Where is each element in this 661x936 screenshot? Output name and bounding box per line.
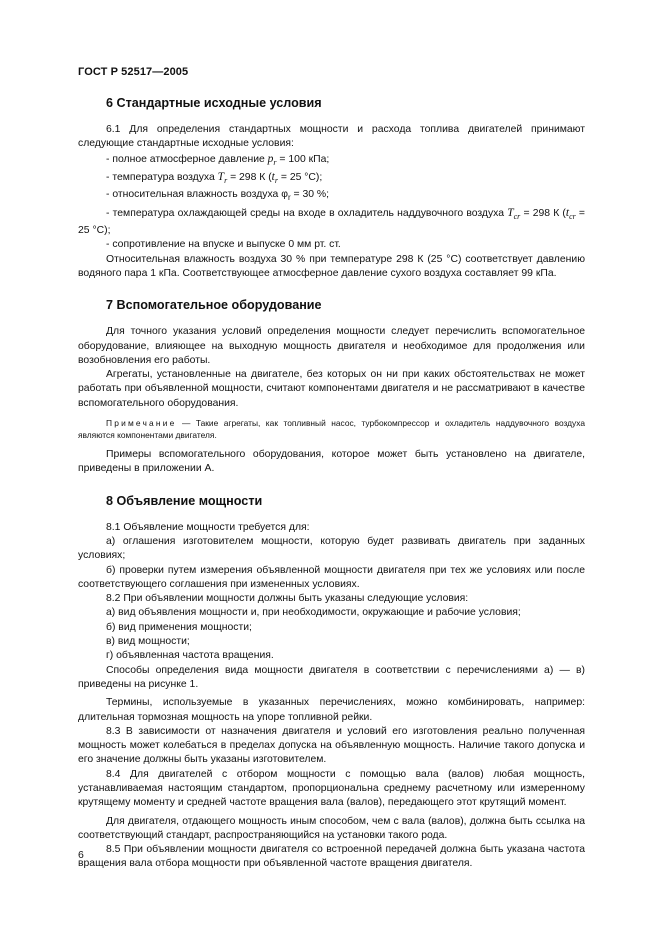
subscript-r: r: [273, 157, 277, 167]
note-text: — Такие агрегаты, как топливный насос, турбокомпрессор и охладитель наддувочного воздуха являются компонентами двигателя.: [78, 418, 585, 441]
section-6: [78, 95, 585, 281]
paragraph-8-4-b: Для двигателя, отдающего мощность иным способом, чем с вала (валов), должна быть ссылка на соответствующий стандарт, распространяющийся на установки такого рода.: [78, 815, 585, 841]
symbol-T: T: [507, 206, 514, 219]
paragraph-8-3: 8.3 В зависимости от назначения двигателя и условий его изготовления реально полученная мощность может колебаться в пределах допуска на объявленную мощность. Наличие такого допуска и его значение должны быть указаны изготовителем.: [78, 725, 585, 766]
paragraph-8-2: 8.2 При объявлении мощности должны быть указаны следующие условия:: [106, 593, 469, 605]
list-item-pressure-text: - полное атмосферное давление: [106, 153, 265, 165]
temperature-value: = 298 К (: [227, 171, 272, 183]
list-item-8-2-a: а) вид объявления мощности и, при необходимости, окружающие и рабочие условия;: [106, 607, 521, 619]
paragraph-8-5: 8.5 При объявлении мощности двигателя со встроенной передачей должна быть указана частота вращения вала отбора мощности при объявленной частоте вращения двигателя.: [78, 844, 585, 870]
symbol-p: p: [267, 152, 274, 165]
temperature-celsius-value: = 25 °C);: [277, 171, 323, 183]
coolant-celsius-value: = 25 °C);: [78, 207, 585, 237]
page-number: 6: [78, 849, 84, 861]
note-label: Примечание: [106, 418, 177, 429]
subscript-cr: cr: [569, 211, 576, 221]
paragraph-7-2: Агрегаты, установленные на двигателе, без которых он ни при каких обстоятельствах не может работать при объявленной мощности, считают компонентами двигателя и не рассматривают в качестве вспомогательного оборудования.: [78, 369, 585, 409]
list-item-resistance: - сопротивление на впуске и выпуске 0 мм рт. ст.: [106, 239, 341, 251]
subscript-r: r: [287, 193, 291, 203]
list-item-8-2-d: г) объявленная частота вращения.: [106, 650, 274, 662]
section-6-title: 6 Стандартные исходные условия: [106, 96, 322, 110]
list-item-humidity-text: - относительная влажность воздуха φ: [106, 189, 288, 201]
section-8: [78, 493, 585, 872]
list-item-8-2-b: б) вид применения мощности;: [106, 621, 252, 633]
document-body: [78, 95, 585, 872]
list-item-temperature: [78, 170, 585, 188]
humidity-value: = 30 %;: [290, 189, 330, 201]
paragraph-8-4: 8.4 Для двигателей с отбором мощности с помощью вала (валов) любая мощность, устанавливаемая настоящим стандартом, пропорциональна среднему расчетному или измеренному крутящему моменту и средней частоте вращения вала (валов), передающего этот крутящий момент.: [78, 768, 585, 809]
symbol-T: T: [217, 170, 225, 183]
paragraph-humidity-note: Относительная влажность воздуха 30 % при температуре 298 К (25 °C) соответствует давлению водяного пара 1 кПа. Соответствующее атмосферное давление сухого воздуха составляет 99 кПа.: [78, 253, 585, 279]
list-item-coolant-text: - температура охлаждающей среды на входе в охладитель наддувочного воздуха: [106, 207, 505, 219]
paragraph-8-1: 8.1 Объявление мощности требуется для:: [106, 521, 310, 533]
section-7-title: 7 Вспомогательное оборудование: [106, 298, 322, 313]
symbol-t: t: [565, 206, 570, 219]
section-8-title: 8 Объявление мощности: [106, 493, 263, 508]
paragraph-7-1: Для точного указания условий определения мощности следует перечислить вспомогательное оборудование, влияющее на выходную мощность двигателя и необходимое для продолжения или возобновления его работы.: [78, 326, 585, 366]
paragraph-8-2-methods: Способы определения вида мощности двигателя в соответствии с перечислениями а) — в) приведены на рисунке 1.: [78, 664, 585, 690]
list-item-temperature-text: - температура воздуха: [106, 171, 215, 183]
list-item-8-2-c: в) вид мощности;: [106, 636, 190, 648]
list-item-8-1-b: б) проверки путем измерения объявленной мощности двигателя при тех же условиях или после соответствующего соглашения при измененных условиях.: [78, 564, 585, 590]
subscript-r: r: [224, 176, 228, 186]
symbol-t: t: [271, 170, 275, 183]
coolant-value: = 298 К (: [520, 207, 566, 219]
pressure-value: = 100 кПа;: [276, 153, 330, 165]
list-item-pressure: [78, 152, 585, 170]
paragraph-8-2-terms: Термины, используемые в указанных перечислениях, можно комбинировать, например: длительная тормозная мощность на упоре топливной рейки.: [78, 697, 585, 723]
paragraph-6-1: 6.1 Для определения стандартных мощности и расхода топлива двигателей принимают следующие стандартные исходные условия:: [78, 124, 585, 150]
list-item-coolant-temperature: [78, 206, 585, 239]
paragraph-7-3: Примеры вспомогательного оборудования, которое может быть установлено на двигателе, приведены в приложении А.: [78, 449, 585, 475]
note: [78, 417, 585, 441]
list-item-8-1-a: а) оглашения изготовителем мощности, которую будет развивать двигатель при заданных условиях;: [78, 535, 585, 562]
section-7: [78, 297, 585, 476]
list-item-humidity: [78, 188, 585, 205]
subscript-r: r: [274, 176, 278, 186]
document-header: ГОСТ Р 52517—2005: [78, 66, 189, 78]
subscript-cr: cr: [513, 211, 521, 221]
